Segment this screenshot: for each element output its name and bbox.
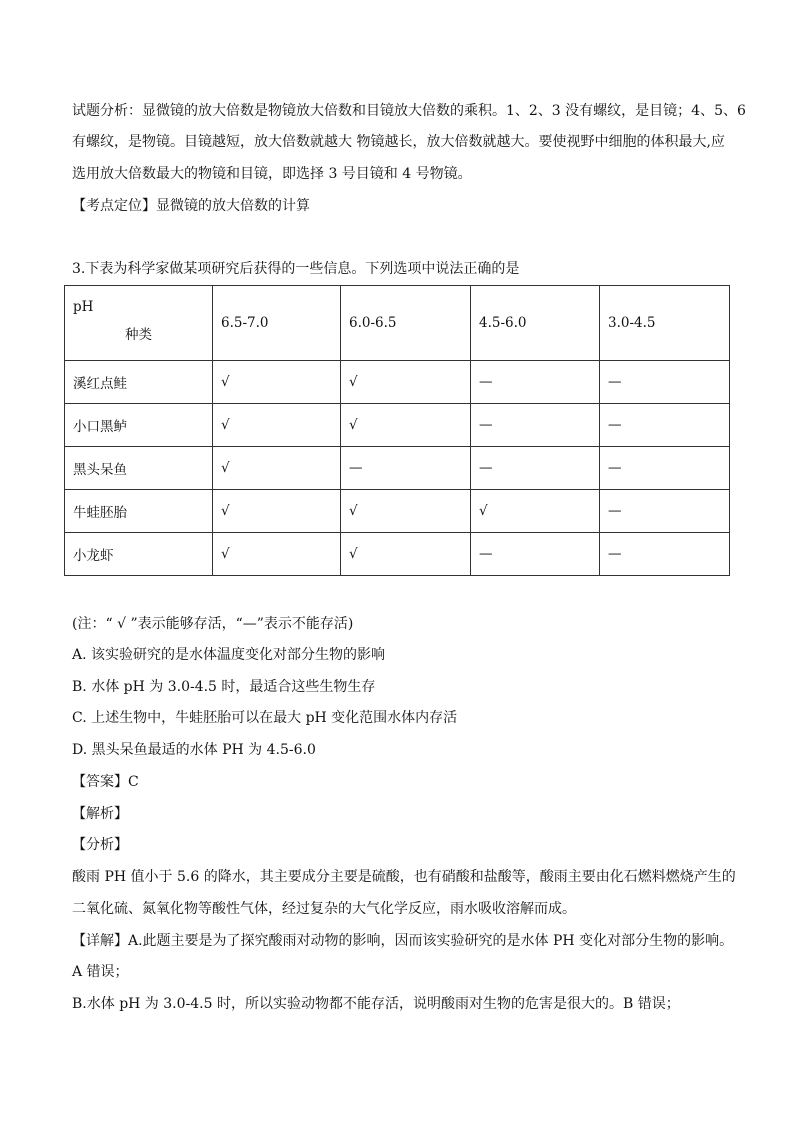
survival-cell: — — [471, 533, 600, 576]
fenxi-label: 【分析】 — [72, 837, 128, 853]
survival-cell: √ — [471, 490, 600, 533]
table-row — [65, 490, 730, 533]
survival-cell: — — [471, 447, 600, 490]
survival-cell: √ — [213, 361, 341, 404]
option-c: C. 上述生物中，牛蛙胚胎可以在最大 pH 变化范围水体内存活 — [72, 710, 458, 726]
detail-line-3: B.水体 pH 为 3.0-4.5 时，所以实验动物都不能存活，说明酸雨对生物的危害是很大的。B 错误； — [72, 996, 680, 1012]
table-row — [65, 404, 730, 447]
jiexi-label: 【解析】 — [72, 806, 128, 822]
survival-cell: — — [600, 533, 730, 576]
species-name: 小龙虾 — [65, 533, 213, 576]
species-name: 牛蛙胚胎 — [65, 490, 213, 533]
table-note: (注：“ √ ”表示能够存活，“—”表示不能存活) — [72, 616, 354, 632]
column-header: 6.0-6.5 — [341, 286, 471, 361]
species-name: 溪红点鲑 — [65, 361, 213, 404]
analysis-line-3: 选用放大倍数最大的物镜和目镜，即选择 3 号目镜和 4 号物镜。 — [72, 166, 472, 182]
survival-cell: √ — [213, 447, 341, 490]
fenxi-line-1: 酸雨 PH 值小于 5.6 的降水，其主要成分主要是硫酸，也有硝酸和盐酸等，酸雨主要由化石燃料燃烧产生的 — [72, 869, 736, 885]
analysis-line-1: 试题分析：显微镜的放大倍数是物镜放大倍数和目镜放大倍数的乘积。1、2、3 没有螺纹，是目镜；4、5、6 — [72, 103, 746, 119]
question-stem: 3.下表为科学家做某项研究后获得的一些信息。下列选项中说法正确的是 — [72, 261, 520, 277]
column-header: 6.5-7.0 — [213, 286, 341, 361]
table-row — [65, 361, 730, 404]
analysis-line-2: 有螺纹，是物镜。目镜越短，放大倍数就越大 物镜越长，放大倍数就越大。要使视野中细胞的体积最大,应 — [72, 134, 725, 150]
survival-cell: √ — [213, 404, 341, 447]
fenxi-line-2: 二氧化硫、氮氧化物等酸性气体，经过复杂的大气化学反应，雨水吸收溶解而成。 — [72, 901, 576, 917]
kaodian-label: 【考点定位】显微镜的放大倍数的计算 — [72, 198, 310, 214]
survival-cell: √ — [341, 404, 471, 447]
answer-label: 【答案】C — [72, 774, 139, 790]
survival-cell: — — [471, 404, 600, 447]
survival-cell: — — [471, 361, 600, 404]
detail-line-2: A 错误； — [72, 964, 129, 980]
column-header: 3.0-4.5 — [600, 286, 730, 361]
species-name: 黑头呆鱼 — [65, 447, 213, 490]
species-header-label: 种类 — [125, 327, 152, 343]
survival-cell: √ — [341, 361, 471, 404]
survival-cell: — — [600, 490, 730, 533]
survival-cell: √ — [213, 490, 341, 533]
survival-cell: √ — [341, 533, 471, 576]
option-d: D. 黑头呆鱼最适的水体 PH 为 4.5-6.0 — [72, 742, 316, 758]
column-header: 4.5-6.0 — [471, 286, 600, 361]
detail-line-1: 【详解】A.此题主要是为了探究酸雨对动物的影响，因而该实验研究的是水体 PH 变化对部分生物的影响。 — [72, 933, 734, 949]
survival-cell: — — [600, 447, 730, 490]
table-header-row — [65, 286, 730, 361]
survival-cell: √ — [213, 533, 341, 576]
table-corner-cell — [65, 286, 213, 361]
table-row — [65, 447, 730, 490]
survival-cell: √ — [341, 490, 471, 533]
option-b: B. 水体 pH 为 3.0-4.5 时，最适合这些生物生存 — [72, 679, 376, 695]
survival-cell: — — [600, 404, 730, 447]
species-name: 小口黑鲈 — [65, 404, 213, 447]
ph-header-label: pH — [73, 299, 94, 315]
survival-cell: — — [341, 447, 471, 490]
option-a: A. 该实验研究的是水体温度变化对部分生物的影响 — [72, 647, 386, 663]
ph-survival-table — [64, 285, 730, 576]
table-row — [65, 533, 730, 576]
survival-cell: — — [600, 361, 730, 404]
